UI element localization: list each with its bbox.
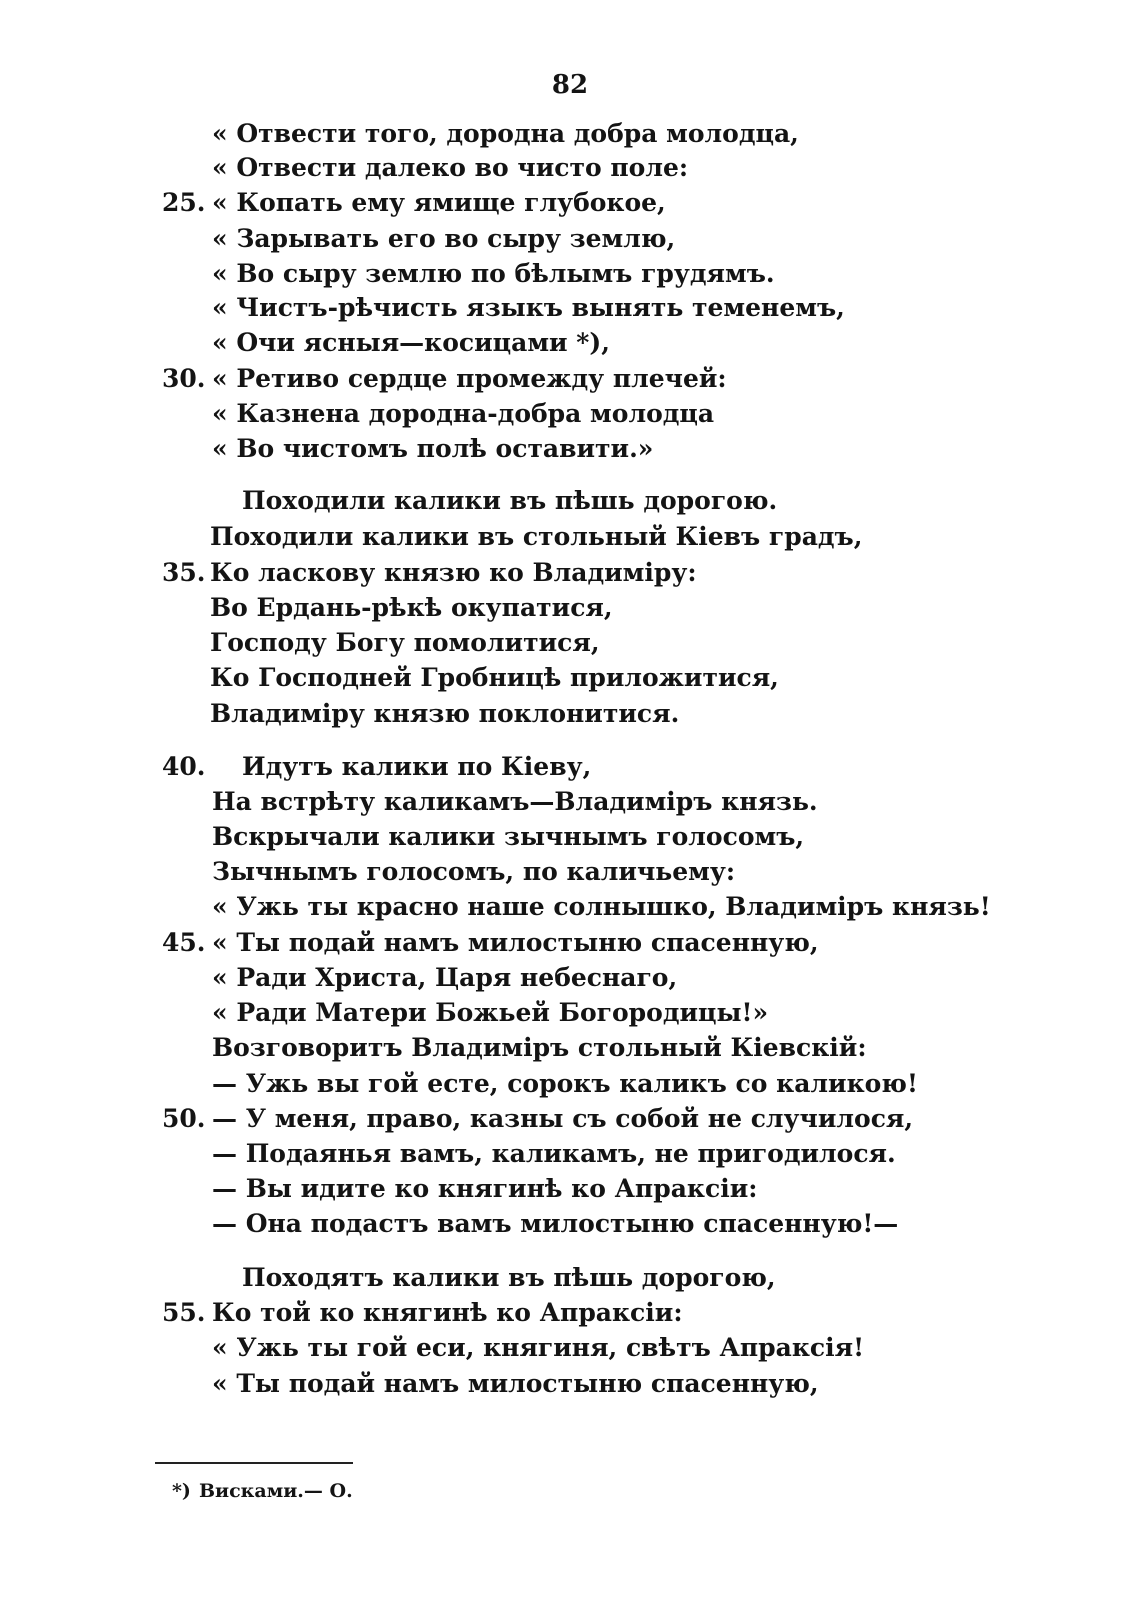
line-text: Походятъ калики въ пѣшь дорогою, [242, 1263, 776, 1292]
line-text: Вскрычали калики зычнымъ голосомъ, [212, 822, 805, 851]
line-text: Ко Господней Гробницѣ приложитися, [210, 663, 779, 692]
line-number: 30. [162, 364, 206, 393]
footnote-mark: *) [172, 1480, 191, 1502]
line-text: — Вы идите ко княгинѣ ко Апраксіи: [212, 1174, 758, 1203]
line-text: Господу Богу помолитися, [210, 628, 600, 657]
line-text: « Во чистомъ полѣ оставити.» [212, 434, 654, 463]
line-text: — Подаянья вамъ, каликамъ, не пригодилося. [212, 1139, 896, 1168]
line-text: « Ужь ты красно наше солнышко, Владиміръ князь! [212, 892, 991, 921]
line-text: « Зарывать его во сыру землю, [212, 224, 676, 253]
line-text: « Во сыру землю по бѣлымъ грудямъ. [212, 259, 775, 288]
line-text: « Ты подай намъ милостыню спасенную, [212, 1369, 819, 1398]
line-text: Идутъ калики по Кіеву, [242, 752, 592, 781]
line-text: — У меня, право, казны съ собой не случилося, [212, 1104, 914, 1133]
line-text: « Ужь ты гой еси, княгиня, свѣтъ Апраксія! [212, 1333, 865, 1362]
line-text: « Копать ему ямище глубокое, [212, 188, 666, 217]
line-text: Зычнымъ голосомъ, по каличьему: [212, 857, 736, 886]
line-text: « Ретиво сердце промежду плечей: [212, 364, 727, 393]
line-text: « Ты подай намъ милостыню спасенную, [212, 928, 819, 957]
line-text: На встрѣту каликамъ—Владиміръ князь. [212, 787, 818, 816]
line-text: « Ради Христа, Царя небеснаго, [212, 963, 678, 992]
footnote-divider [155, 1462, 353, 1464]
line-number: 45. [162, 928, 206, 957]
line-text: Ко ласкову князю ко Владиміру: [210, 558, 697, 587]
line-text: — Она подастъ вамъ милостыню спасенную!— [212, 1209, 899, 1238]
footnote [172, 1480, 353, 1502]
line-text: Походили калики въ стольный Кіевъ градъ, [210, 522, 863, 551]
line-text: Возговоритъ Владиміръ стольный Кіевскій: [212, 1033, 867, 1062]
line-text: « Ради Матери Божьей Богородицы!» [212, 998, 769, 1027]
line-number: 25. [162, 188, 206, 217]
footnote-text: Висками.— О. [198, 1480, 353, 1502]
line-number: 35. [162, 558, 206, 587]
line-text: Владиміру князю поклонитися. [210, 699, 680, 728]
line-text: « Очи ясныя—косицами *), [212, 328, 610, 357]
page-number: 82 [551, 70, 589, 100]
line-text: « Отвести того, дородна добра молодца, [212, 119, 799, 148]
line-number: 55. [162, 1298, 206, 1327]
line-text: Ко той ко княгинѣ ко Апраксіи: [212, 1298, 683, 1327]
line-text: « Чистъ-рѣчисть языкъ вынять теменемъ, [212, 293, 845, 322]
line-text: Походили калики въ пѣшь дорогою. [242, 486, 778, 515]
line-text: « Отвести далеко во чисто поле: [212, 153, 689, 182]
line-number: 50. [162, 1104, 206, 1133]
line-text: Во Ердань-рѣкѣ окупатися, [210, 593, 613, 622]
line-number: 40. [162, 752, 206, 781]
line-text: « Казнена дородна-добра молодца [212, 399, 715, 428]
line-text: — Ужь вы гой есте, сорокъ каликъ со каликою! [212, 1069, 918, 1098]
